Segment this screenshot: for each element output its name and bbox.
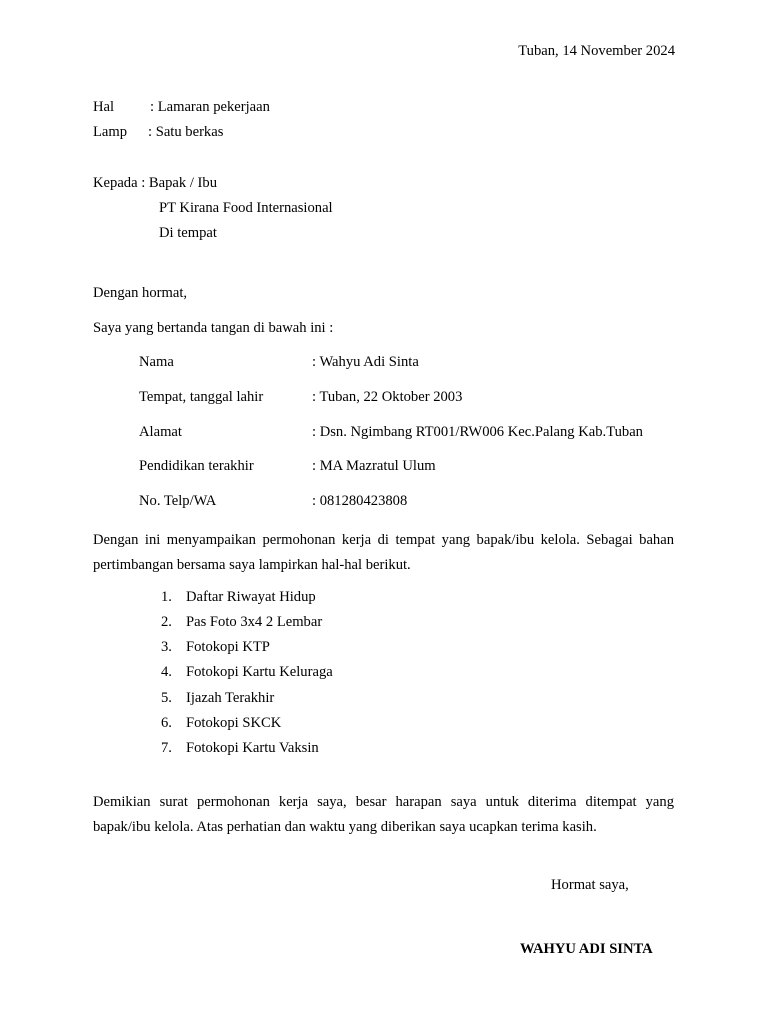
identity-value: : Tuban, 22 Oktober 2003 <box>312 389 463 405</box>
list-item-number: 1. <box>161 589 172 605</box>
list-item: Fotokopi Kartu Vaksin <box>186 740 319 756</box>
attachment-count-label: Lamp <box>93 124 128 140</box>
list-item-number: 3. <box>161 639 172 655</box>
recipient-place: Di tempat <box>159 225 217 241</box>
identity-label: Tempat, tanggal lahir <box>139 389 264 405</box>
identity-label: No. Telp/WA <box>139 493 217 509</box>
attachment-count-value: : Satu berkas <box>148 124 224 140</box>
identity-value: : MA Mazratul Ulum <box>312 458 436 474</box>
list-item-number: 6. <box>161 715 172 731</box>
identity-label: Alamat <box>139 424 182 440</box>
request-paragraph: Dengan ini menyampaikan permohonan kerja di tempat yang bapak/ibu kelola. Sebagai bahan pertimbangan bersama saya lampirkan hal-hal berikut. <box>93 532 674 573</box>
list-item: Pas Foto 3x4 2 Lembar <box>186 614 323 630</box>
subject-value: : Lamaran pekerjaan <box>150 99 270 115</box>
list-item: Fotokopi SKCK <box>186 715 282 731</box>
list-item-number: 5. <box>161 690 172 706</box>
identity-value: : Wahyu Adi Sinta <box>312 354 419 370</box>
identity-label: Nama <box>139 354 174 370</box>
letter-date: Tuban, 14 November 2024 <box>518 43 675 59</box>
identity-value: : 081280423808 <box>312 493 408 509</box>
recipient-line: Kepada : Bapak / Ibu <box>93 175 218 191</box>
recipient-company: PT Kirana Food Internasional <box>159 200 333 216</box>
list-item: Daftar Riwayat Hidup <box>186 589 316 605</box>
greeting: Dengan hormat, <box>93 285 188 301</box>
list-item-number: 2. <box>161 614 172 630</box>
list-item: Fotokopi KTP <box>186 639 270 655</box>
list-item: Fotokopi Kartu Keluraga <box>186 664 333 680</box>
identity-value: : Dsn. Ngimbang RT001/RW006 Kec.Palang Kab.Tuban <box>312 424 643 440</box>
signature-name: WAHYU ADI SINTA <box>520 941 653 957</box>
subject-label: Hal <box>93 99 115 115</box>
list-item-number: 4. <box>161 664 172 680</box>
list-item-number: 7. <box>161 740 172 756</box>
list-item: Ijazah Terakhir <box>186 690 275 706</box>
intro-line: Saya yang bertanda tangan di bawah ini : <box>93 320 334 336</box>
identity-label: Pendidikan terakhir <box>139 458 254 474</box>
closing-paragraph: Demikian surat permohonan kerja saya, besar harapan saya untuk diterima ditempat yang bapak/ibu kelola. Atas perhatian dan waktu yang diberikan saya ucapkan terima kasih. <box>93 794 674 835</box>
closing-salutation: Hormat saya, <box>551 877 629 893</box>
